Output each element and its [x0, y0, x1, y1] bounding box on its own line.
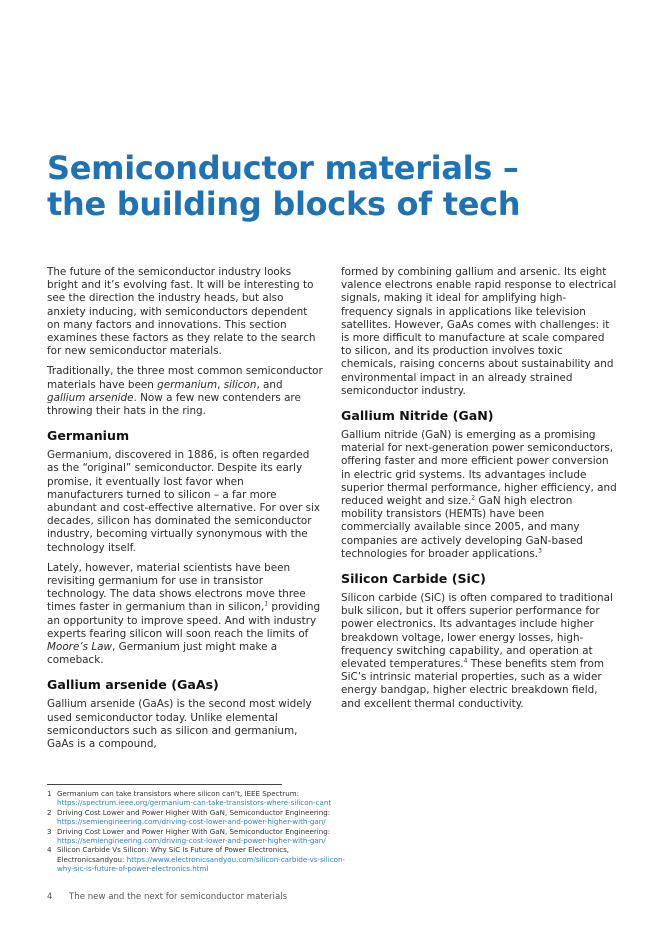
gan-paragraph: Gallium nitride (GaN) is emerging as a promising material for next-generation power semiconductors, offering faster and more efficient power conversion in electric grid systems. Its advantages include superior thermal performance, higher efficiency, and reduced weight and size.$^2$ GaN high electron mobility transistors (HEMTs) have been commercially available since 2005, and many companies are actively developing GaN-based technologies for broader applications.$^3$ — [341, 429, 617, 560]
heading-sic: Silicon Carbide (SiC) — [341, 571, 486, 587]
heading-gan: Gallium Nitride (GaN) — [341, 408, 494, 424]
footnotes — [47, 789, 347, 874]
footer-title: The new and the next for semiconductor materials — [69, 892, 288, 902]
footnote-ref-3: 3 — [538, 547, 542, 555]
footnote-ref-2: 2 — [471, 494, 476, 502]
footnote-item: 2 Driving Cost Lower and Power Higher With GaN, Semiconductor Engineering: https://semiengineering.com/driving-cost-lower-and-power-higher-with-gan/ — [47, 807, 331, 827]
left-column — [47, 266, 323, 758]
title-line-1: Semiconductor materials – — [47, 149, 519, 187]
right-column — [341, 266, 617, 718]
footnote-link[interactable]: https://spectrum.ieee.org/germanium-can-take-transistors-where-silicon-cant — [57, 798, 332, 808]
heading-gaas: Gallium arsenide (GaAs) — [47, 677, 219, 693]
footnote-ref-4: 4 — [463, 657, 468, 665]
page-number: 4 — [47, 892, 53, 902]
footnote-divider — [47, 784, 282, 785]
footnote-link[interactable]: https://semiengineering.com/driving-cost-lower-and-power-higher-with-gan/ — [57, 817, 326, 827]
footnote-link[interactable]: https://semiengineering.com/driving-cost-lower-and-power-higher-with-gan/ — [57, 836, 326, 846]
footnote-item: 4 Silicon Carbide Vs Silicon: Why SiC Is Future of Power Electronics, Electronicsandyou: https://www.electronicsandyou.com/silicon-carbide-vs-silicon-why-sic-is-future-of-power-electronics.html — [47, 845, 345, 874]
heading-germanium: Germanium — [47, 428, 130, 444]
footnote-ref-1: 1 — [264, 601, 269, 608]
sic-paragraph: Silicon carbide (SiC) is often compared to traditional bulk silicon, but it offers superior performance for power electronics. Its advantages include higher breakdown voltage, lower energy losses, high-frequency switching capability, and operation at elevated temperatures.$^4$ These benefits stem from SiC’s intrinsic material properties, such as a wider energy bandgap, higher electric breakdown field, and excellent thermal conductivity. — [341, 592, 613, 710]
footnote-item: 3 Driving Cost Lower and Power Higher With GaN, Semiconductor Engineering: https://semiengineering.com/driving-cost-lower-and-power-higher-with-gan/ — [47, 826, 331, 846]
germanium-paragraph-2: Lately, however, material scientists have been revisiting germanium for use in transistor technology. The data shows electrons move three times faster in germanium than in silicon,$^1$ providing an opportunity to improve speed. And with industry experts fearing silicon will soon reach the limits of Moore’s Law, Germanium just might make a comeback. — [47, 561, 321, 667]
gaas-paragraph-continued: formed by combining gallium and arsenic. Its eight valence electrons enable rapid response to electrical signals, making it ideal for amplifying high-frequency signals in applications like television satellites. However, GaAs comes with challenges: it is more difficult to manufacture at scale compared to silicon, and its production involves toxic chemicals, raising concerns about sustainability and environmental impact in an already strained semiconductor industry. — [341, 266, 617, 397]
germanium-paragraph-1: Germanium, discovered in 1886, is often regarded as the “original” semiconductor. Despite its early promise, it eventually lost favor when manufacturers turned to silicon – a far more abundant and cost-effective alternative. For over six decades, silicon has dominated the semiconductor industry, becoming virtually synonymous with the technology itself. — [47, 449, 321, 554]
gaas-paragraph: Gallium arsenide (GaAs) is the second most widely used semiconductor today. Unlike elemental semiconductors such as silicon and germanium, GaAs is a compound, — [47, 698, 312, 751]
materials-paragraph: Traditionally, the three most common semiconductor materials have been germanium, silicon, and gallium arsenide. Now a few new contenders are throwing their hats in the ring. — [47, 365, 323, 418]
intro-paragraph: The future of the semiconductor industry looks bright and it’s evolving fast. It will be interesting to see the direction the industry heads, but also anxiety inducing, with semiconductors dependent on many factors and innovations. This section examines these factors as they relate to the search for new semiconductor materials. — [47, 266, 316, 358]
page-title — [47, 150, 520, 222]
footnote-link[interactable]: https://www.electronicsandyou.com/silicon-carbide-vs-silicon-why-sic-is-future-of-power-electronics.html — [57, 854, 345, 874]
footnote-item: 1 Germanium can take transistors where silicon can’t, IEEE Spectrum: https://spectrum.ieee.org/germanium-can-take-transistors-where-silicon-cant — [47, 789, 332, 808]
title-line-2: the building blocks of tech — [47, 185, 521, 223]
page-footer — [47, 892, 287, 902]
